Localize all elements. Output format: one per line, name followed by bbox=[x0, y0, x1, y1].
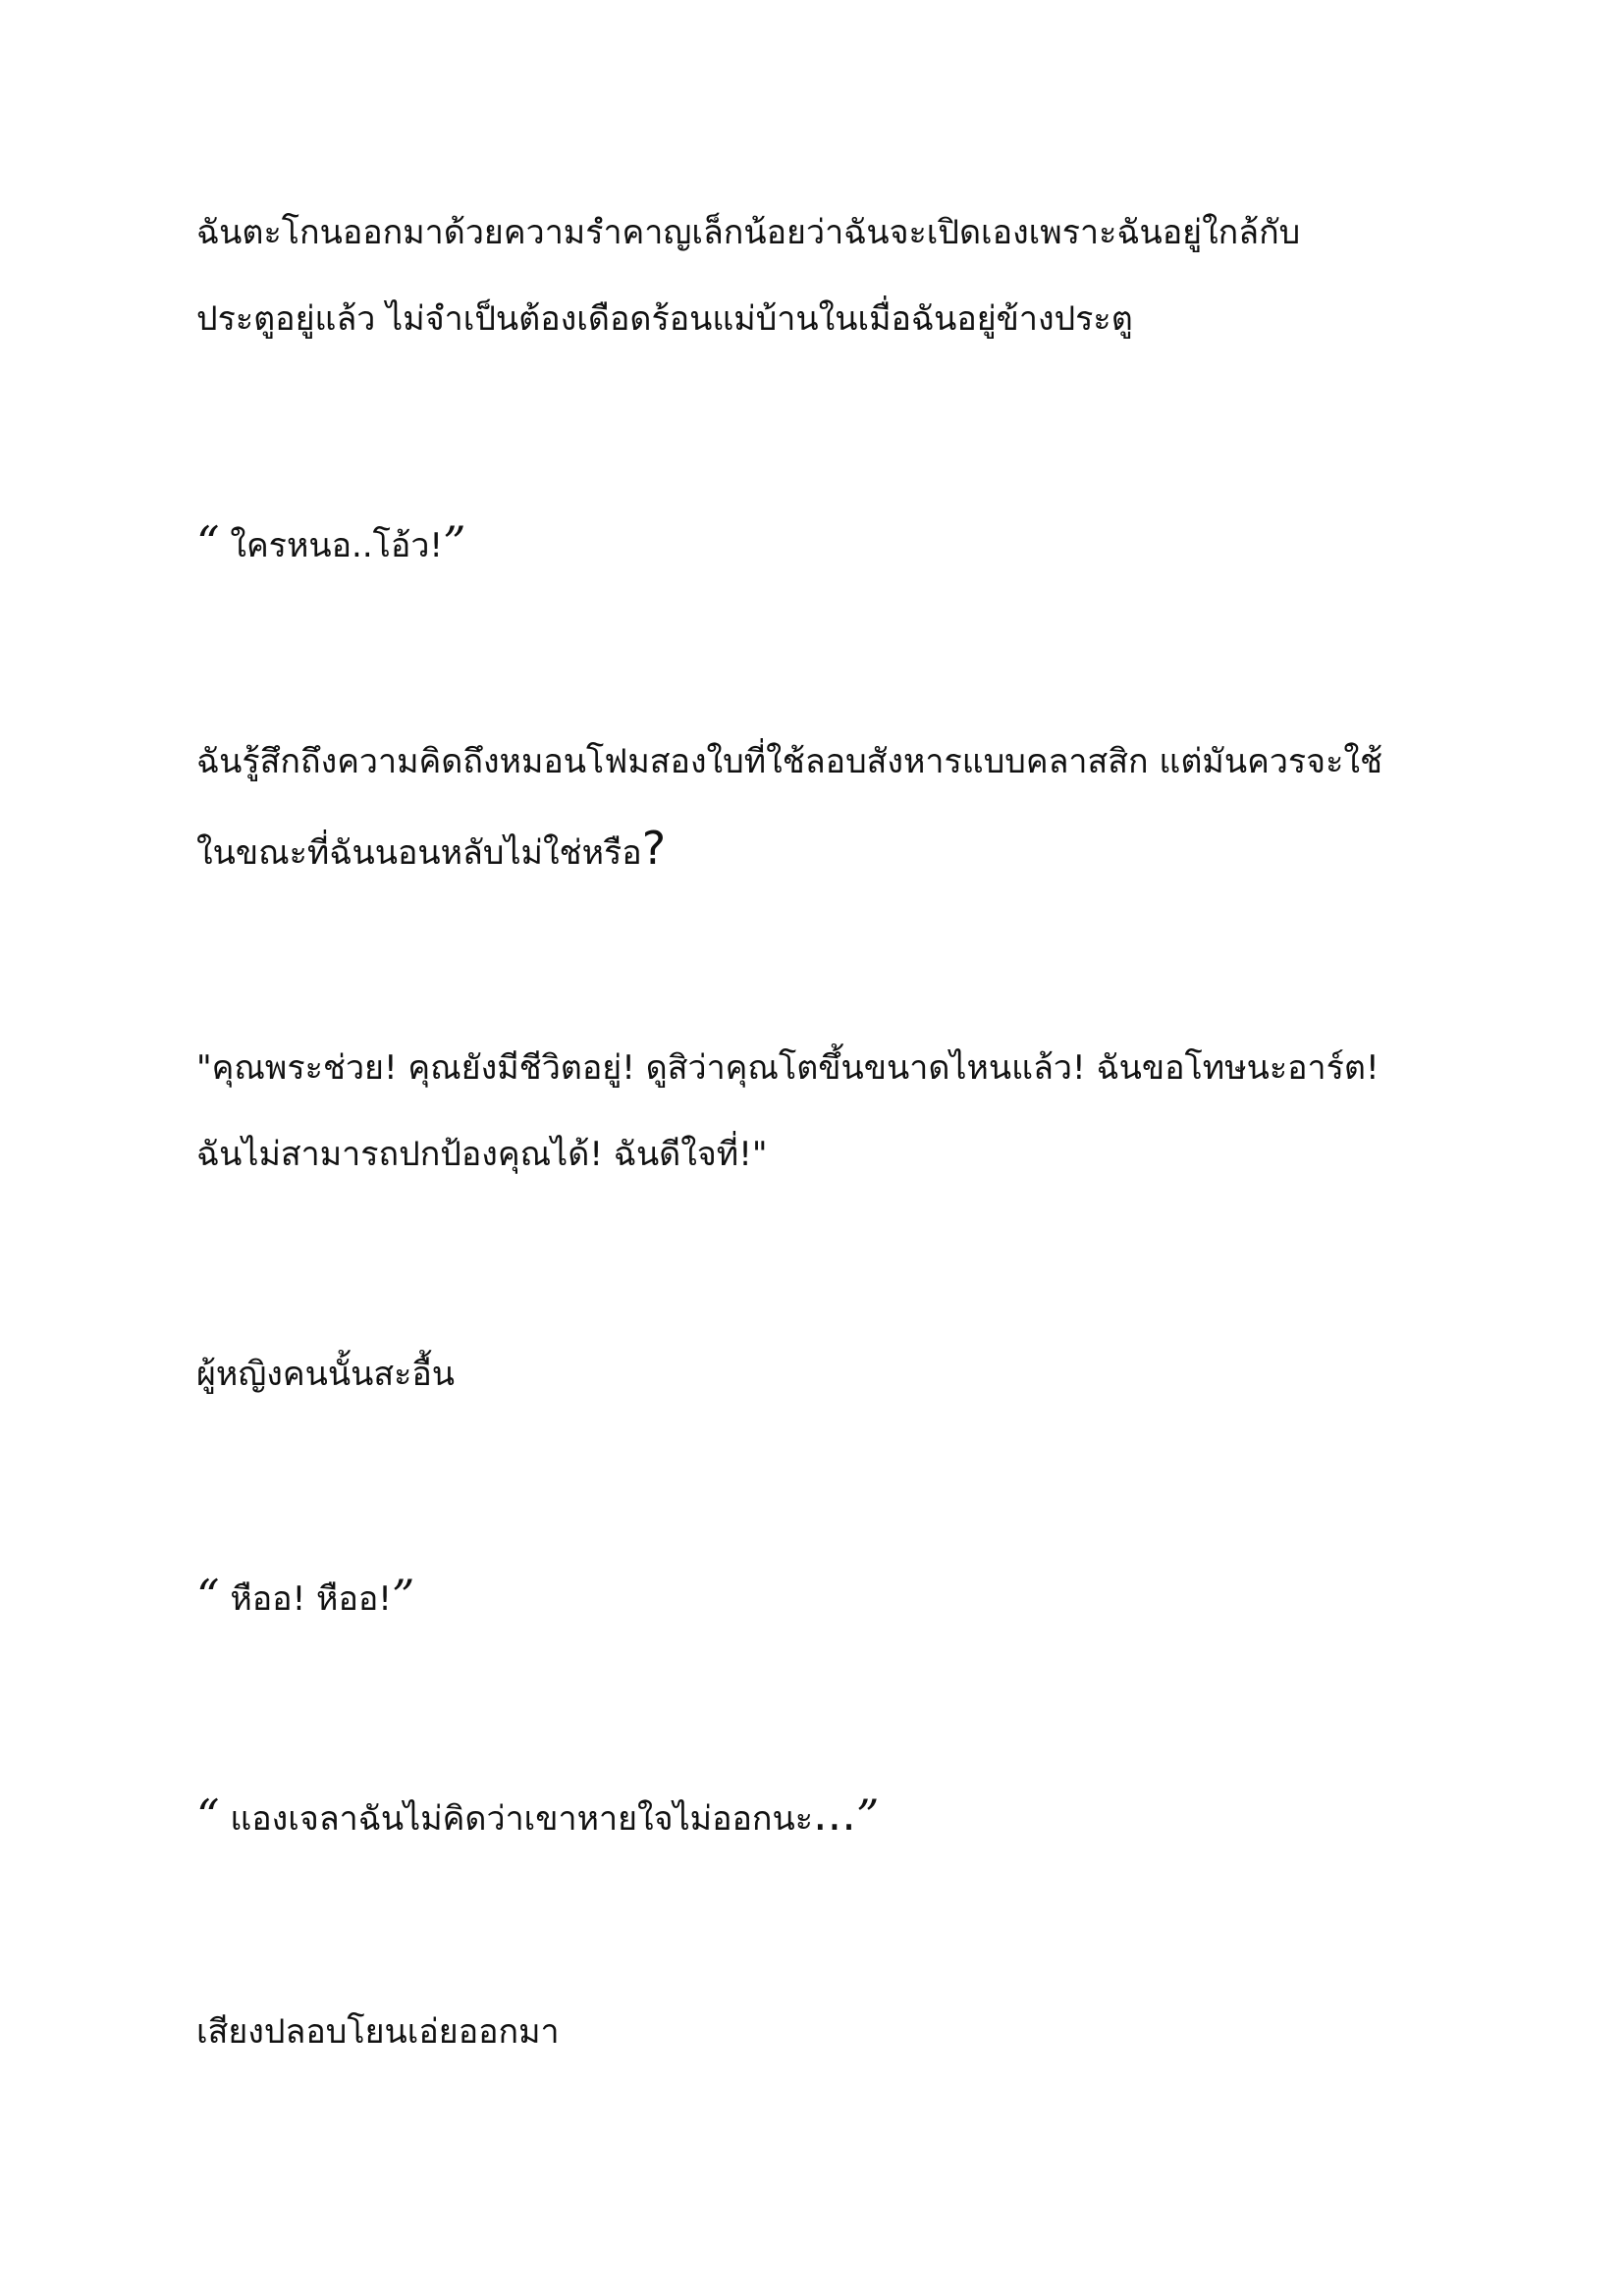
dialogue-line-1 bbox=[196, 516, 466, 569]
paragraph-3-line-2 bbox=[196, 822, 667, 875]
dialogue-line-2 bbox=[196, 1570, 415, 1623]
ellipsis: ... bbox=[813, 1788, 856, 1841]
open-quote: “ bbox=[196, 516, 220, 569]
dialogue-text: แองเจลาฉันไม่คิดว่าเขาหายใจไม่ออกนะ bbox=[219, 1799, 814, 1839]
dialogue-text: ใครหนอ..โอ้ว! bbox=[219, 526, 444, 565]
close-quote: ” bbox=[391, 1570, 415, 1623]
paragraph-1-line-2: ประตูอยู่แล้ว ไม่จำเป็นต้องเดือดร้อนแม่บ้านในเมื่อฉันอยู่ข้างประตู bbox=[196, 299, 1133, 339]
dialogue-text: หืออ! หืออ! bbox=[219, 1579, 392, 1619]
paragraph-3-line-1: ฉันรู้สึกถึงความคิดถึงหมอนโฟมสองใบที่ใช้ลอบสังหารแบบคลาสสิก แต่มันควรจะใช้ bbox=[196, 742, 1383, 781]
close-quote: ” bbox=[855, 1789, 880, 1842]
paragraph-4-line-2: ฉันไม่สามารถปกป้องคุณได้! ฉันดีใจที่!" bbox=[196, 1135, 768, 1174]
open-quote: “ bbox=[196, 1789, 220, 1842]
close-quote: ” bbox=[443, 516, 466, 569]
narration-line-1: ผู้หญิงคนนั้นสะอื้น bbox=[196, 1355, 456, 1394]
dialogue-line-3 bbox=[196, 1788, 880, 1842]
paragraph-4-line-1: "คุณพระช่วย! คุณยังมีชีวิตอยู่! ดูสิว่าคุณโตขึ้นขนาดไหนแล้ว! ฉันขอโทษนะอาร์ต! bbox=[196, 1048, 1380, 1088]
paragraph-1-line-1: ฉันตะโกนออกมาด้วยความรำคาญเล็กน้อยว่าฉันจะเปิดเองเพราะฉันอยู่ใกล้กับ bbox=[196, 213, 1301, 252]
open-quote: “ bbox=[196, 1570, 220, 1623]
narration-line-2: เสียงปลอบโยนเอ่ยออกมา bbox=[196, 2012, 560, 2052]
question-mark: ? bbox=[641, 822, 667, 875]
paragraph-3-line-2-text: ในขณะที่ฉันนอนหลับไม่ใช่หรือ bbox=[196, 833, 642, 873]
